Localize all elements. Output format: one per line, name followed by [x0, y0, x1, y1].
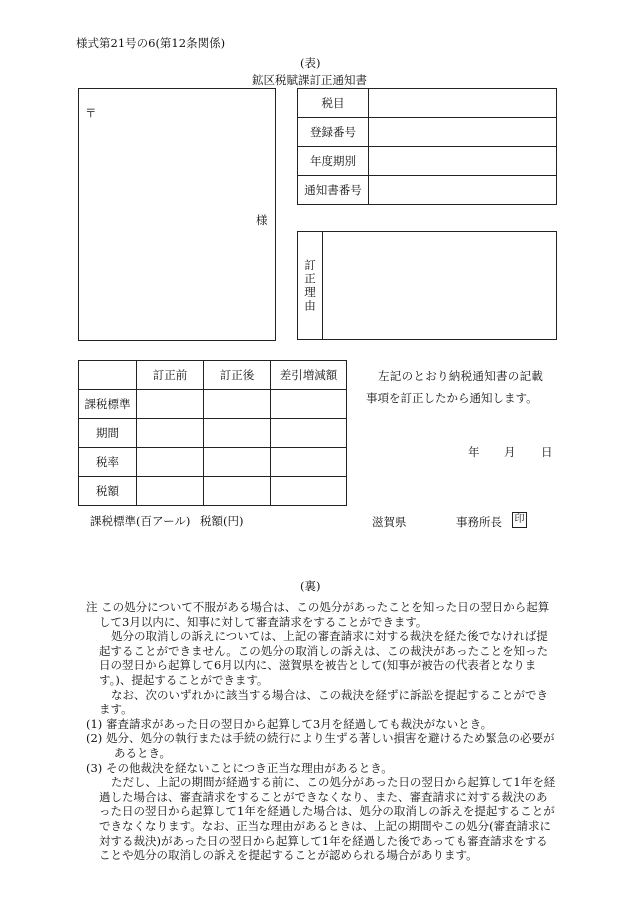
date-month: 月 — [504, 445, 516, 459]
table-header-cell: 訂正後 — [204, 361, 271, 390]
table-cell[interactable] — [137, 419, 204, 448]
field-label: 税目 — [298, 89, 369, 118]
reason-label-cell — [298, 232, 323, 339]
table-cell[interactable] — [271, 419, 347, 448]
table-header-row — [79, 361, 347, 390]
table-row — [79, 390, 347, 419]
postal-mark: 〒 — [85, 106, 97, 120]
field-row — [298, 147, 557, 176]
table-cell[interactable] — [137, 448, 204, 477]
table-cell[interactable] — [271, 448, 347, 477]
note-item-3: (3) その他裁決を経ないことにつき正当な理由があるとき。 — [86, 760, 393, 775]
row-label: 税額 — [79, 477, 137, 506]
row-label: 税率 — [79, 448, 137, 477]
field-value[interactable] — [369, 118, 557, 147]
back-side-label: (裏) — [300, 579, 321, 593]
table-row — [79, 419, 347, 448]
notice-line-2: 事項を訂正したから通知します。 — [366, 391, 538, 405]
honorific-sama: 様 — [256, 213, 268, 227]
row-label: 期間 — [79, 419, 137, 448]
issuer-prefecture: 滋賀県 — [372, 515, 407, 529]
address-box[interactable] — [78, 88, 276, 341]
seal-mark: 印 — [512, 512, 527, 528]
field-row — [298, 176, 557, 205]
table-row — [79, 477, 347, 506]
table-cell[interactable] — [204, 448, 271, 477]
field-label: 年度期別 — [298, 147, 369, 176]
note-item-1: (1) 審査請求があった日の翌日から起算して3月を経過しても裁決がないとき。 — [86, 716, 493, 731]
field-value[interactable] — [369, 176, 557, 205]
correction-table — [78, 360, 347, 506]
seal-box — [512, 512, 527, 528]
table-header-cell — [79, 361, 137, 390]
note-para-2: なお、次のいずれかに該当する場合は、この裁決を経ずに訴訟を提起することができます。 — [99, 687, 548, 717]
field-label: 登録番号 — [298, 118, 369, 147]
notice-line-1: 左記のとおり納税通知書の記載 — [378, 369, 544, 383]
table-cell[interactable] — [204, 390, 271, 419]
table-header-cell: 訂正前 — [137, 361, 204, 390]
note-para-1: 処分の取消しの訴えについては、上記の審査請求に対する裁決を経た後でなければ提起することができません。この処分の取消しの訴えは、この裁決があったことを知った日の翌日から起算して6月以内に、滋賀県を被告として(知事が被告の代表者となります。)、提起することができます。 — [99, 629, 549, 687]
table-cell[interactable] — [271, 390, 347, 419]
table-cell[interactable] — [204, 419, 271, 448]
form-reference: 様式第21号の6(第12条関係) — [76, 36, 226, 50]
table-header-cell: 差引増減額 — [271, 361, 347, 390]
units-note: 課税標準(百アール) 税額(円) — [90, 514, 244, 528]
field-row — [298, 118, 557, 147]
reason-label: 訂正理由 — [303, 258, 317, 313]
back-notes — [86, 600, 558, 863]
note-para-3: ただし、上記の期間が経過する前に、この処分があった日の翌日から起算して1年を経過した場合は、審査請求をすることができなくなり、また、審査請求に対する裁決のあった日の翌日から起算して1年を経過した場合は、処分の取消しの訴えを提起することができなくなります。なお、正当な理由があるときは、上記の期間やこの処分(審査請求に対する裁決)があった日の翌日から起算して1年を経過した後であっても審査請求をすることや処分の取消しの訴えを提起することが認められる場合があります。 — [99, 775, 556, 863]
front-side-label: (表) — [300, 56, 321, 70]
table-cell[interactable] — [137, 477, 204, 506]
issuer-office: 事務所長 — [456, 515, 502, 529]
correction-reason-box — [297, 231, 557, 340]
field-value[interactable] — [369, 89, 557, 118]
row-label: 課税標準 — [79, 390, 137, 419]
table-cell[interactable] — [204, 477, 271, 506]
table-row — [79, 448, 347, 477]
table-cell[interactable] — [137, 390, 204, 419]
document-title: 鉱区税賦課訂正通知書 — [252, 73, 367, 87]
reason-value[interactable] — [323, 232, 556, 339]
fields-table — [297, 88, 557, 205]
date-year: 年 — [468, 445, 480, 459]
field-label: 通知書番号 — [298, 176, 369, 205]
table-cell[interactable] — [271, 477, 347, 506]
field-value[interactable] — [369, 147, 557, 176]
date-day: 日 — [541, 445, 553, 459]
note-main: 注 この処分について不服がある場合は、この処分があったことを知った日の翌日から起算して3月以内に、知事に対して審査請求をすることができます。 — [86, 600, 550, 629]
note-item-2: (2) 処分、処分の執行または手続の続行により生ずる著しい損害を避けるため緊急の必要があるとき。 — [86, 731, 555, 760]
field-row — [298, 89, 557, 118]
